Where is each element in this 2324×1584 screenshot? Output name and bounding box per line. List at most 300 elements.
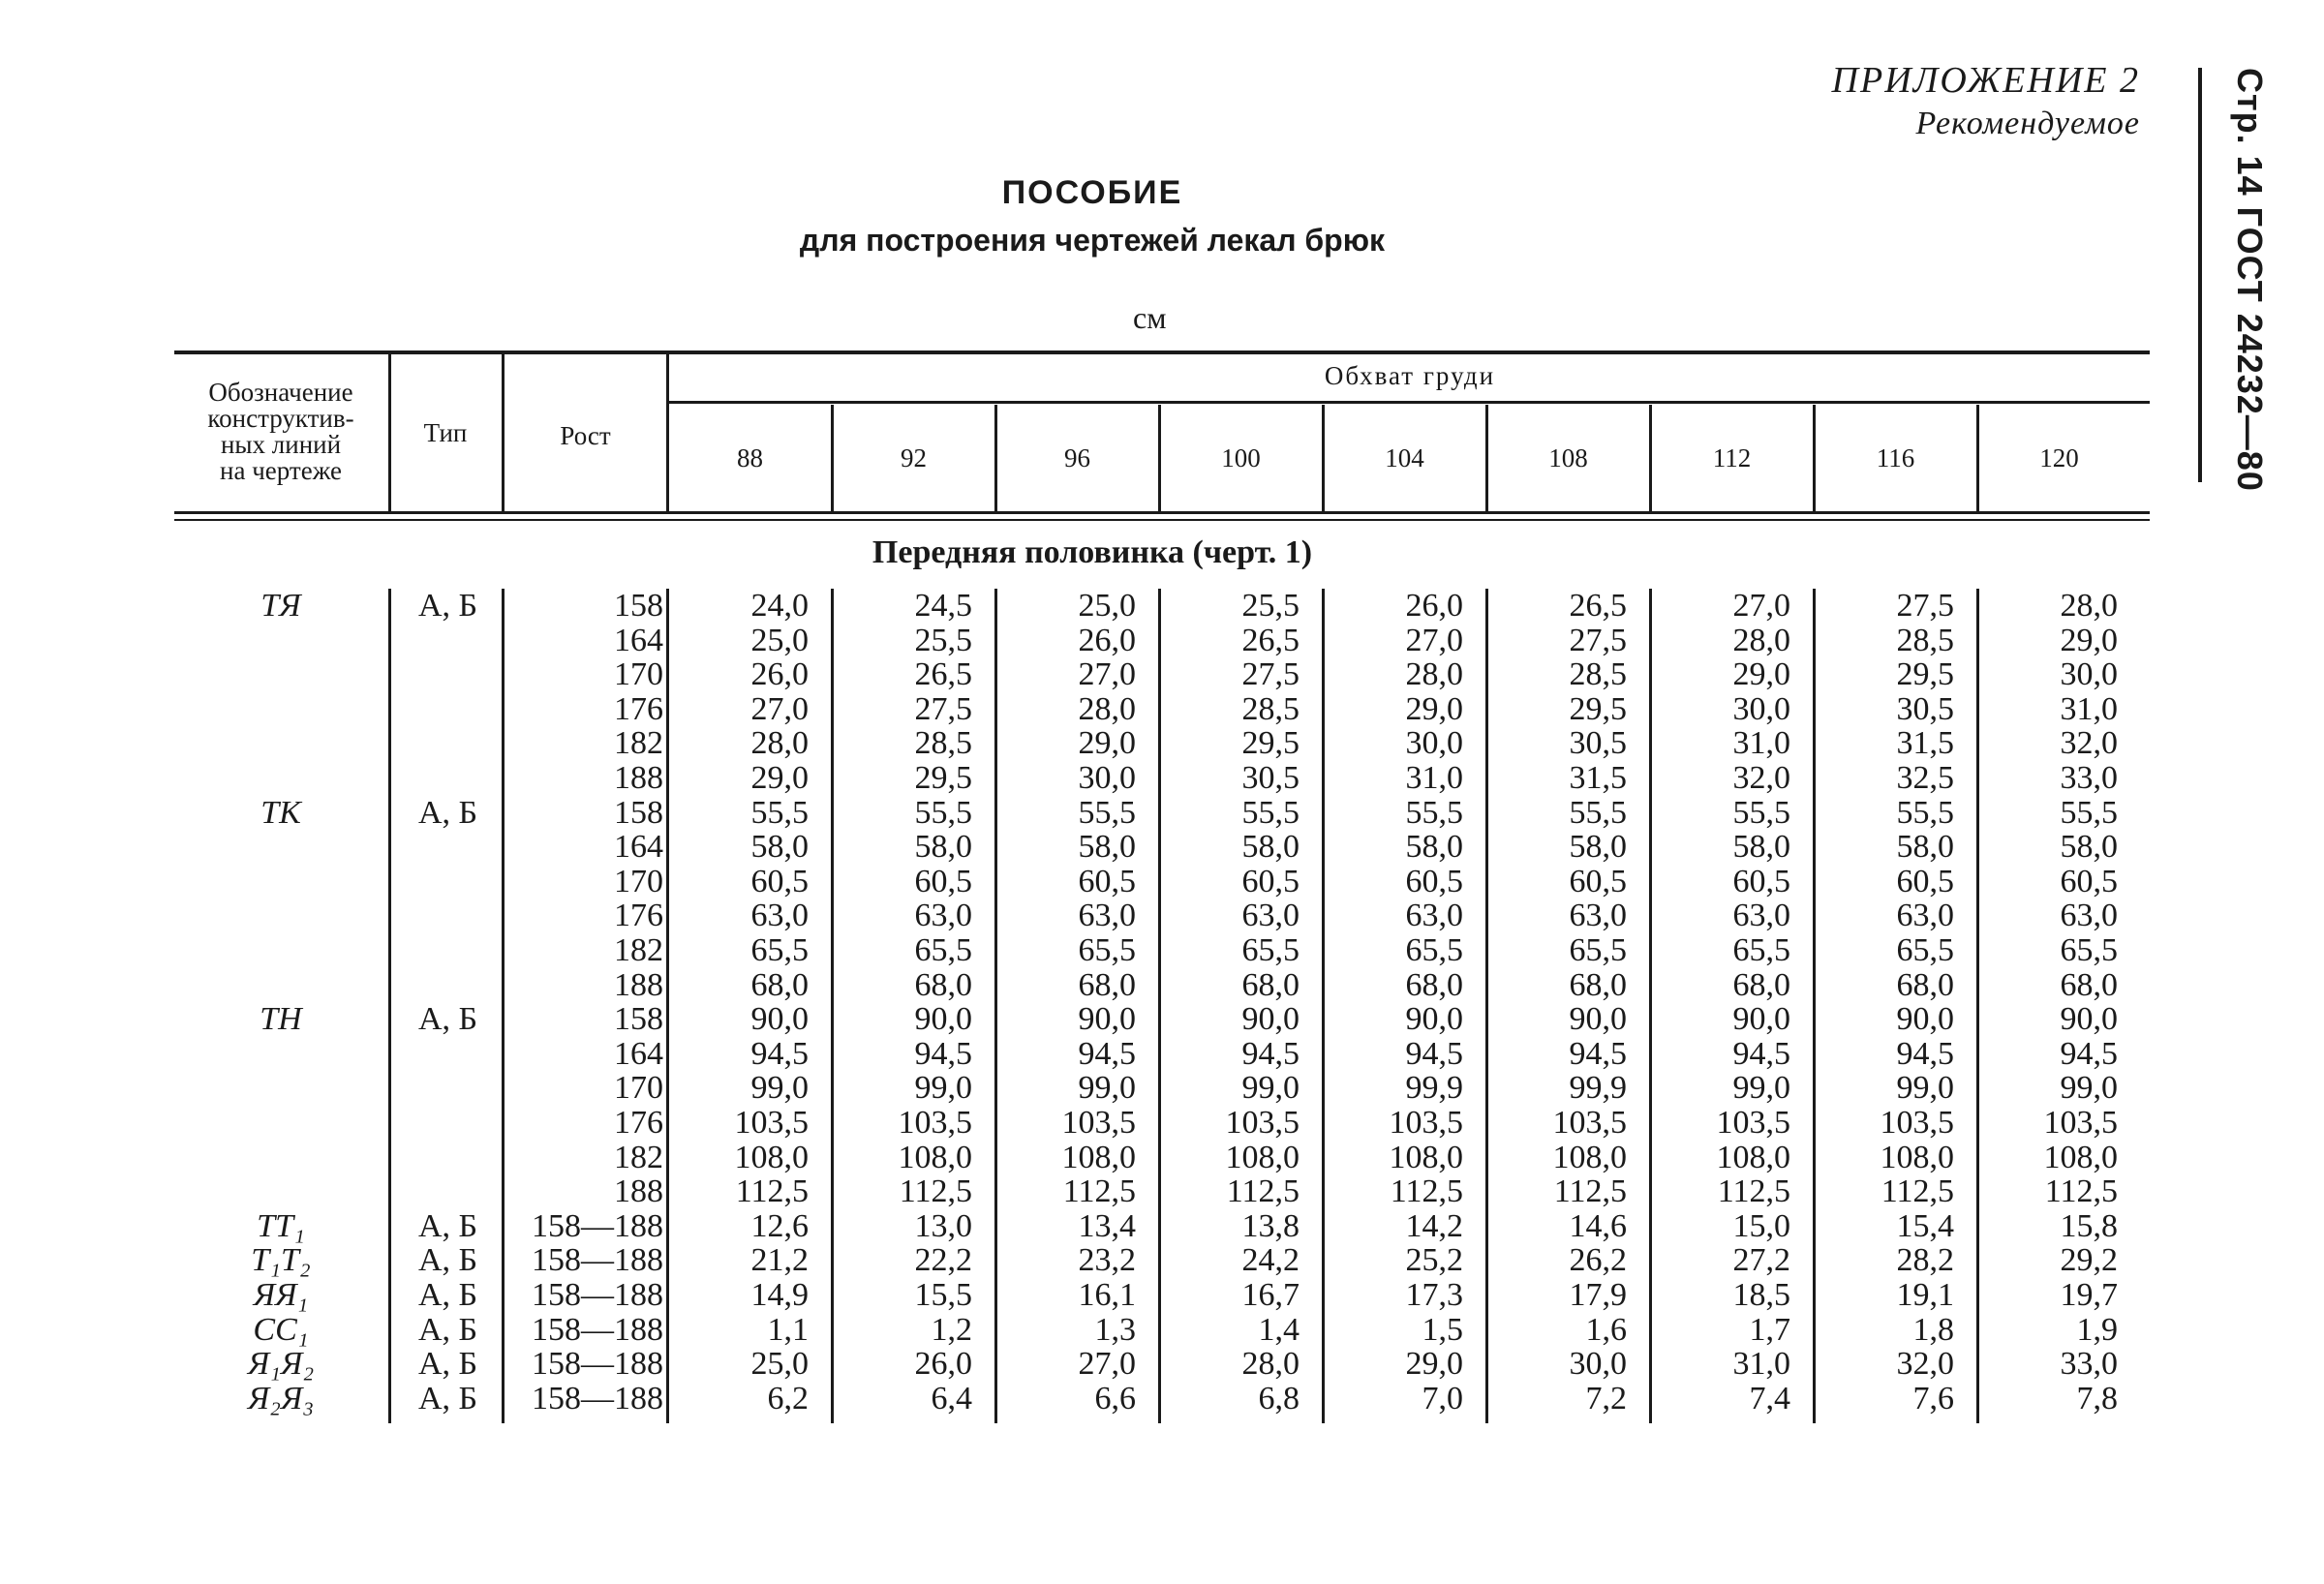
measurement-cell: 27,2 (1732, 1242, 1790, 1279)
figure-type: А, Б (417, 1346, 478, 1383)
measurement-cell: 14,6 (1569, 1207, 1627, 1244)
page-subtitle: для построения чертежей лекал брюк (799, 223, 1386, 258)
measurement-cell: 30,0 (2060, 656, 2118, 693)
table-row (0, 589, 2324, 624)
table-row (0, 726, 2324, 761)
measurement-cell: 28,0 (750, 725, 809, 762)
line-designation: ЯЯ₁ (253, 1277, 309, 1313)
chest-size-96: 96 (1064, 443, 1090, 472)
line-designation: Я₁Я₂ (247, 1346, 315, 1383)
measurement-cell: 103,5 (898, 1105, 972, 1141)
height-value: 164 (614, 1035, 663, 1072)
measurement-cell: 94,5 (2060, 1035, 2118, 1072)
line-designation: ТН (260, 1001, 302, 1038)
measurement-cell: 27,0 (750, 690, 809, 727)
measurement-cell: 99,0 (1732, 1070, 1790, 1107)
measurement-cell: 12,6 (750, 1207, 809, 1244)
measurement-cell: 112,5 (1390, 1173, 1463, 1210)
header-type: Тип (423, 418, 468, 447)
header-bottom-rule (174, 511, 2150, 514)
header-chest-group: Обхват груди (1324, 361, 1496, 390)
measurement-cell: 14,2 (1405, 1207, 1463, 1244)
measurement-cell: 32,0 (2060, 725, 2118, 762)
measurement-cell: 90,0 (1241, 1001, 1300, 1038)
measurement-cell: 24,2 (1241, 1242, 1300, 1279)
measurement-cell: 1,3 (1094, 1311, 1136, 1348)
table-row (0, 1278, 2324, 1313)
appendix-title: ПРИЛОЖЕНИЕ 2 (1831, 60, 2140, 101)
measurement-cell: 26,0 (914, 1346, 972, 1383)
measurement-cell: 103,5 (2043, 1105, 2118, 1141)
measurement-cell: 55,5 (1896, 794, 1954, 831)
line-designation: ТТ₁ (257, 1207, 305, 1244)
measurement-cell: 94,5 (750, 1035, 809, 1072)
measurement-cell: 99,0 (2060, 1070, 2118, 1107)
measurement-cell: 108,0 (1552, 1139, 1627, 1175)
measurement-cell: 28,0 (1241, 1346, 1300, 1383)
measurement-cell: 30,5 (1241, 760, 1300, 796)
measurement-cell: 27,5 (1569, 622, 1627, 658)
measurement-cell: 29,2 (2060, 1242, 2118, 1279)
measurement-cell: 28,5 (1896, 622, 1954, 658)
measurement-cell: 108,0 (1061, 1139, 1136, 1175)
chest-group-rule (668, 401, 2150, 404)
measurement-cell: 29,0 (2060, 622, 2118, 658)
measurement-cell: 1,6 (1585, 1311, 1627, 1348)
measurement-cell: 26,0 (1405, 588, 1463, 624)
height-value: 158—188 (532, 1242, 663, 1279)
measurement-cell: 68,0 (1078, 966, 1136, 1003)
section-title: Передняя половинка (черт. 1) (872, 534, 1313, 570)
measurement-cell: 28,0 (1078, 690, 1136, 727)
measurement-cell: 58,0 (1569, 829, 1627, 866)
height-value: 164 (614, 622, 663, 658)
measurement-cell: 68,0 (1732, 966, 1790, 1003)
measurement-cell: 28,0 (2060, 588, 2118, 624)
measurement-cell: 94,5 (1732, 1035, 1790, 1072)
measurement-cell: 16,7 (1241, 1277, 1300, 1313)
line-designation: Я₂Я₃ (247, 1380, 315, 1416)
measurement-cell: 99,0 (1896, 1070, 1954, 1107)
measurement-cell: 26,0 (750, 656, 809, 693)
measurement-cell: 103,5 (1880, 1105, 1954, 1141)
measurement-cell: 17,9 (1569, 1277, 1627, 1313)
measurement-cell: 94,5 (914, 1035, 972, 1072)
measurement-cell: 94,5 (1405, 1035, 1463, 1072)
measurement-cell: 25,0 (750, 1346, 809, 1383)
measurement-cell: 99,0 (1078, 1070, 1136, 1107)
measurement-cell: 30,0 (1732, 690, 1790, 727)
measurement-cell: 103,5 (1225, 1105, 1300, 1141)
measurement-cell: 55,5 (1405, 794, 1463, 831)
measurement-cell: 112,5 (2044, 1173, 2118, 1210)
measurement-cell: 32,0 (1732, 760, 1790, 796)
measurement-cell: 29,0 (1078, 725, 1136, 762)
height-value: 158—188 (532, 1311, 663, 1348)
measurement-cell: 68,0 (1569, 966, 1627, 1003)
measurement-cell: 108,0 (734, 1139, 809, 1175)
measurement-cell: 30,0 (1569, 1346, 1627, 1383)
table-row (0, 830, 2324, 865)
measurement-cell: 29,0 (1405, 1346, 1463, 1383)
measurement-cell: 15,5 (914, 1277, 972, 1313)
figure-type: А, Б (417, 1311, 478, 1348)
height-value: 176 (614, 898, 663, 934)
measurement-cell: 103,5 (1716, 1105, 1790, 1141)
measurement-cell: 68,0 (2060, 966, 2118, 1003)
measurement-cell: 63,0 (750, 898, 809, 934)
measurement-cell: 1,1 (767, 1311, 809, 1348)
measurement-cell: 27,0 (1405, 622, 1463, 658)
measurement-cell: 94,5 (1078, 1035, 1136, 1072)
measurement-cell: 108,0 (1880, 1139, 1954, 1175)
measurement-cell: 27,5 (1241, 656, 1300, 693)
measurement-cell: 68,0 (1241, 966, 1300, 1003)
measurement-cell: 13,4 (1078, 1207, 1136, 1244)
header-divider (388, 354, 391, 511)
figure-type: А, Б (417, 1242, 478, 1279)
measurement-cell: 28,0 (1732, 622, 1790, 658)
table-row (0, 1347, 2324, 1382)
measurement-cell: 28,5 (1241, 690, 1300, 727)
header-designation-line: на чертеже (220, 456, 342, 485)
measurement-cell: 58,0 (1732, 829, 1790, 866)
measurement-cell: 94,5 (1896, 1035, 1954, 1072)
measurement-cell: 27,0 (1078, 656, 1136, 693)
height-value: 188 (614, 1173, 663, 1210)
measurement-cell: 25,0 (750, 622, 809, 658)
measurement-cell: 112,5 (1553, 1173, 1627, 1210)
measurement-cell: 29,5 (1569, 690, 1627, 727)
measurement-cell: 17,3 (1405, 1277, 1463, 1313)
measurement-cell: 58,0 (750, 829, 809, 866)
measurement-cell: 19,1 (1896, 1277, 1954, 1313)
measurement-cell: 90,0 (914, 1001, 972, 1038)
measurement-cell: 60,5 (1732, 863, 1790, 899)
measurement-cell: 27,5 (1896, 588, 1954, 624)
measurement-cell: 24,0 (750, 588, 809, 624)
measurement-cell: 31,0 (1732, 1346, 1790, 1383)
measurement-cell: 31,5 (1569, 760, 1627, 796)
table-row (0, 865, 2324, 899)
measurement-cell: 108,0 (1716, 1139, 1790, 1175)
measurement-cell: 32,0 (1896, 1346, 1954, 1383)
appendix-heading (1832, 58, 2140, 145)
measurement-cell: 65,5 (1569, 932, 1627, 968)
measurement-cell: 108,0 (2043, 1139, 2118, 1175)
height-value: 182 (614, 725, 663, 762)
measurement-cell: 25,2 (1405, 1242, 1463, 1279)
measurement-cell: 29,5 (1896, 656, 1954, 693)
table-row (0, 761, 2324, 796)
measurement-cell: 55,5 (1078, 794, 1136, 831)
height-value: 188 (614, 760, 663, 796)
measurement-cell: 90,0 (1896, 1001, 1954, 1038)
measurement-cell: 6,6 (1094, 1380, 1136, 1416)
measurement-cell: 25,5 (914, 622, 972, 658)
measurement-cell: 15,8 (2060, 1207, 2118, 1244)
height-value: 170 (614, 656, 663, 693)
header-divider (666, 354, 669, 511)
chest-size-104: 104 (1385, 443, 1424, 472)
measurement-cell: 13,0 (914, 1207, 972, 1244)
figure-type: А, Б (417, 1277, 478, 1313)
measurement-cell: 68,0 (750, 966, 809, 1003)
measurement-cell: 26,5 (1241, 622, 1300, 658)
measurement-cell: 55,5 (2060, 794, 2118, 831)
height-value: 158—188 (532, 1277, 663, 1313)
table-row (0, 657, 2324, 692)
table-row (0, 1313, 2324, 1348)
figure-type: А, Б (417, 794, 478, 831)
measurement-cell: 60,5 (750, 863, 809, 899)
line-designation: СС₁ (253, 1311, 309, 1348)
header-designation-line: ных линий (220, 430, 342, 459)
measurement-cell: 27,0 (1732, 588, 1790, 624)
table-row (0, 1037, 2324, 1072)
table-row (0, 933, 2324, 968)
table-row (0, 968, 2324, 1003)
measurement-cell: 58,0 (2060, 829, 2118, 866)
header-height: Рост (560, 421, 611, 450)
measurement-cell: 26,5 (1569, 588, 1627, 624)
measurement-cell: 99,0 (914, 1070, 972, 1107)
measurement-cell: 26,0 (1078, 622, 1136, 658)
measurement-cell: 6,8 (1258, 1380, 1300, 1416)
measurement-cell: 55,5 (914, 794, 972, 831)
measurement-cell: 65,5 (914, 932, 972, 968)
measurement-cell: 55,5 (750, 794, 809, 831)
measurement-cell: 68,0 (1896, 966, 1954, 1003)
measurement-cell: 58,0 (1896, 829, 1954, 866)
measurement-cell: 112,5 (899, 1173, 972, 1210)
measurement-cell: 1,7 (1749, 1311, 1790, 1348)
measurement-cell: 25,0 (1078, 588, 1136, 624)
measurement-cell: 90,0 (2060, 1001, 2118, 1038)
measurement-cell: 112,5 (1717, 1173, 1790, 1210)
table-row (0, 624, 2324, 658)
measurement-cell: 7,6 (1912, 1380, 1954, 1416)
side-page-header: Стр. 14 ГОСТ 24232—80 (2230, 68, 2270, 492)
table-row (0, 1002, 2324, 1037)
measurement-cell: 30,5 (1896, 690, 1954, 727)
chest-size-108: 108 (1548, 443, 1588, 472)
measurement-cell: 29,0 (1732, 656, 1790, 693)
height-value: 158—188 (532, 1207, 663, 1244)
measurement-cell: 90,0 (1732, 1001, 1790, 1038)
chest-size-88: 88 (737, 443, 763, 472)
measurement-cell: 27,0 (1078, 1346, 1136, 1383)
height-value: 158 (614, 1001, 663, 1038)
table-row (0, 1174, 2324, 1209)
measurement-cell: 13,8 (1241, 1207, 1300, 1244)
measurement-cell: 90,0 (1569, 1001, 1627, 1038)
measurement-cell: 32,5 (1896, 760, 1954, 796)
measurement-cell: 108,0 (1225, 1139, 1300, 1175)
measurement-cell: 27,5 (914, 690, 972, 727)
measurement-cell: 65,5 (1896, 932, 1954, 968)
measurement-cell: 30,5 (1569, 725, 1627, 762)
measurement-cell: 28,2 (1896, 1242, 1954, 1279)
figure-type: А, Б (417, 1001, 478, 1038)
measurement-cell: 18,5 (1732, 1277, 1790, 1313)
measurement-cell: 65,5 (1405, 932, 1463, 968)
measurement-cell: 55,5 (1241, 794, 1300, 831)
chest-size-112: 112 (1712, 443, 1752, 472)
measurement-cell: 29,0 (750, 760, 809, 796)
height-value: 164 (614, 829, 663, 866)
measurement-cell: 29,5 (1241, 725, 1300, 762)
measurement-cell: 65,5 (1078, 932, 1136, 968)
measurement-cell: 33,0 (2060, 1346, 2118, 1383)
measurement-cell: 29,0 (1405, 690, 1463, 727)
measurement-cell: 24,5 (914, 588, 972, 624)
table-row (0, 1243, 2324, 1278)
measurement-cell: 63,0 (1732, 898, 1790, 934)
measurement-cell: 33,0 (2060, 760, 2118, 796)
measurement-cell: 63,0 (1405, 898, 1463, 934)
measurement-cell: 58,0 (1078, 829, 1136, 866)
measurement-cell: 60,5 (2060, 863, 2118, 899)
measurement-cell: 28,5 (914, 725, 972, 762)
height-value: 182 (614, 1139, 663, 1175)
measurement-cell: 1,2 (931, 1311, 972, 1348)
measurement-cell: 30,0 (1078, 760, 1136, 796)
measurement-cell: 30,0 (1405, 725, 1463, 762)
height-value: 158 (614, 588, 663, 624)
measurement-cell: 60,5 (1405, 863, 1463, 899)
table-row (0, 899, 2324, 933)
measurement-cell: 15,0 (1732, 1207, 1790, 1244)
measurement-cell: 28,0 (1405, 656, 1463, 693)
measurement-cell: 108,0 (1389, 1139, 1463, 1175)
height-value: 158—188 (532, 1380, 663, 1416)
measurement-cell: 7,0 (1422, 1380, 1463, 1416)
line-designation: ТК (260, 794, 301, 831)
measurement-cell: 26,5 (914, 656, 972, 693)
figure-type: А, Б (417, 1207, 478, 1244)
measurement-cell: 60,5 (1896, 863, 1954, 899)
measurement-cell: 31,0 (2060, 690, 2118, 727)
measurement-cell: 103,5 (734, 1105, 809, 1141)
header-designation (174, 380, 387, 484)
measurement-cell: 16,1 (1078, 1277, 1136, 1313)
height-value: 170 (614, 1070, 663, 1107)
measurement-cell: 23,2 (1078, 1242, 1136, 1279)
measurement-cell: 68,0 (1405, 966, 1463, 1003)
table-row (0, 1106, 2324, 1141)
measurement-cell: 7,2 (1585, 1380, 1627, 1416)
height-value: 158 (614, 794, 663, 831)
measurement-cell: 25,5 (1241, 588, 1300, 624)
measurement-cell: 112,5 (1226, 1173, 1300, 1210)
measurement-cell: 28,5 (1569, 656, 1627, 693)
measurement-cell: 112,5 (1062, 1173, 1136, 1210)
measurement-cell: 60,5 (1078, 863, 1136, 899)
measurement-cell: 14,9 (750, 1277, 809, 1313)
measurement-cell: 94,5 (1241, 1035, 1300, 1072)
chest-size-100: 100 (1221, 443, 1261, 472)
measurement-cell: 60,5 (1241, 863, 1300, 899)
measurement-cell: 55,5 (1732, 794, 1790, 831)
measurement-cell: 7,4 (1749, 1380, 1790, 1416)
measurement-cell: 112,5 (1881, 1173, 1954, 1210)
measurement-cell: 99,0 (750, 1070, 809, 1107)
height-value: 176 (614, 690, 663, 727)
measurement-cell: 6,4 (931, 1380, 972, 1416)
measurement-cell: 26,2 (1569, 1242, 1627, 1279)
measurement-cell: 60,5 (1569, 863, 1627, 899)
measurement-cell: 60,5 (914, 863, 972, 899)
figure-type: А, Б (417, 588, 478, 624)
height-value: 158—188 (532, 1346, 663, 1383)
measurement-cell: 90,0 (1078, 1001, 1136, 1038)
measurement-cell: 68,0 (914, 966, 972, 1003)
measurement-cell: 63,0 (1896, 898, 1954, 934)
measurement-cell: 1,5 (1422, 1311, 1463, 1348)
measurement-cell: 58,0 (914, 829, 972, 866)
table-row (0, 1209, 2324, 1244)
measurement-cell: 55,5 (1569, 794, 1627, 831)
measurement-cell: 112,5 (735, 1173, 809, 1210)
measurement-cell: 99,9 (1405, 1070, 1463, 1107)
height-value: 170 (614, 863, 663, 899)
table-row (0, 1382, 2324, 1416)
figure-type: А, Б (417, 1380, 478, 1416)
table-top-rule (174, 350, 2150, 354)
measurement-cell: 1,4 (1258, 1311, 1300, 1348)
measurement-cell: 99,0 (1241, 1070, 1300, 1107)
measurement-cell: 6,2 (767, 1380, 809, 1416)
chest-size-116: 116 (1876, 443, 1915, 472)
page-title: ПОСОБИЕ (1001, 174, 1183, 211)
measurement-cell: 58,0 (1241, 829, 1300, 866)
table-row (0, 1071, 2324, 1106)
chest-size-120: 120 (2039, 443, 2079, 472)
measurement-cell: 1,8 (1912, 1311, 1954, 1348)
measurement-cell: 19,7 (2060, 1277, 2118, 1313)
measurement-cell: 1,9 (2076, 1311, 2118, 1348)
measurement-cell: 22,2 (914, 1242, 972, 1279)
measurement-cell: 90,0 (1405, 1001, 1463, 1038)
header-designation-line: Обозначение (208, 378, 353, 407)
measurement-cell: 108,0 (898, 1139, 972, 1175)
measurement-cell: 94,5 (1569, 1035, 1627, 1072)
measurement-cell: 103,5 (1061, 1105, 1136, 1141)
unit-label: см (1133, 300, 1167, 335)
measurement-cell: 63,0 (914, 898, 972, 934)
header-divider (502, 354, 505, 511)
measurement-cell: 31,5 (1896, 725, 1954, 762)
measurement-cell: 63,0 (1569, 898, 1627, 934)
measurement-cell: 31,0 (1405, 760, 1463, 796)
measurement-cell: 90,0 (750, 1001, 809, 1038)
table-row (0, 796, 2324, 831)
line-designation: ТЯ (260, 588, 301, 624)
height-value: 176 (614, 1105, 663, 1141)
measurement-cell: 15,4 (1896, 1207, 1954, 1244)
table-row (0, 1141, 2324, 1175)
header-bottom-rule-2 (174, 519, 2150, 521)
measurement-cell: 63,0 (1078, 898, 1136, 934)
measurement-cell: 103,5 (1389, 1105, 1463, 1141)
measurement-cell: 7,8 (2076, 1380, 2118, 1416)
measurement-cell: 58,0 (1405, 829, 1463, 866)
height-value: 182 (614, 932, 663, 968)
measurement-cell: 63,0 (2060, 898, 2118, 934)
measurement-cell: 65,5 (1241, 932, 1300, 968)
table-row (0, 692, 2324, 727)
